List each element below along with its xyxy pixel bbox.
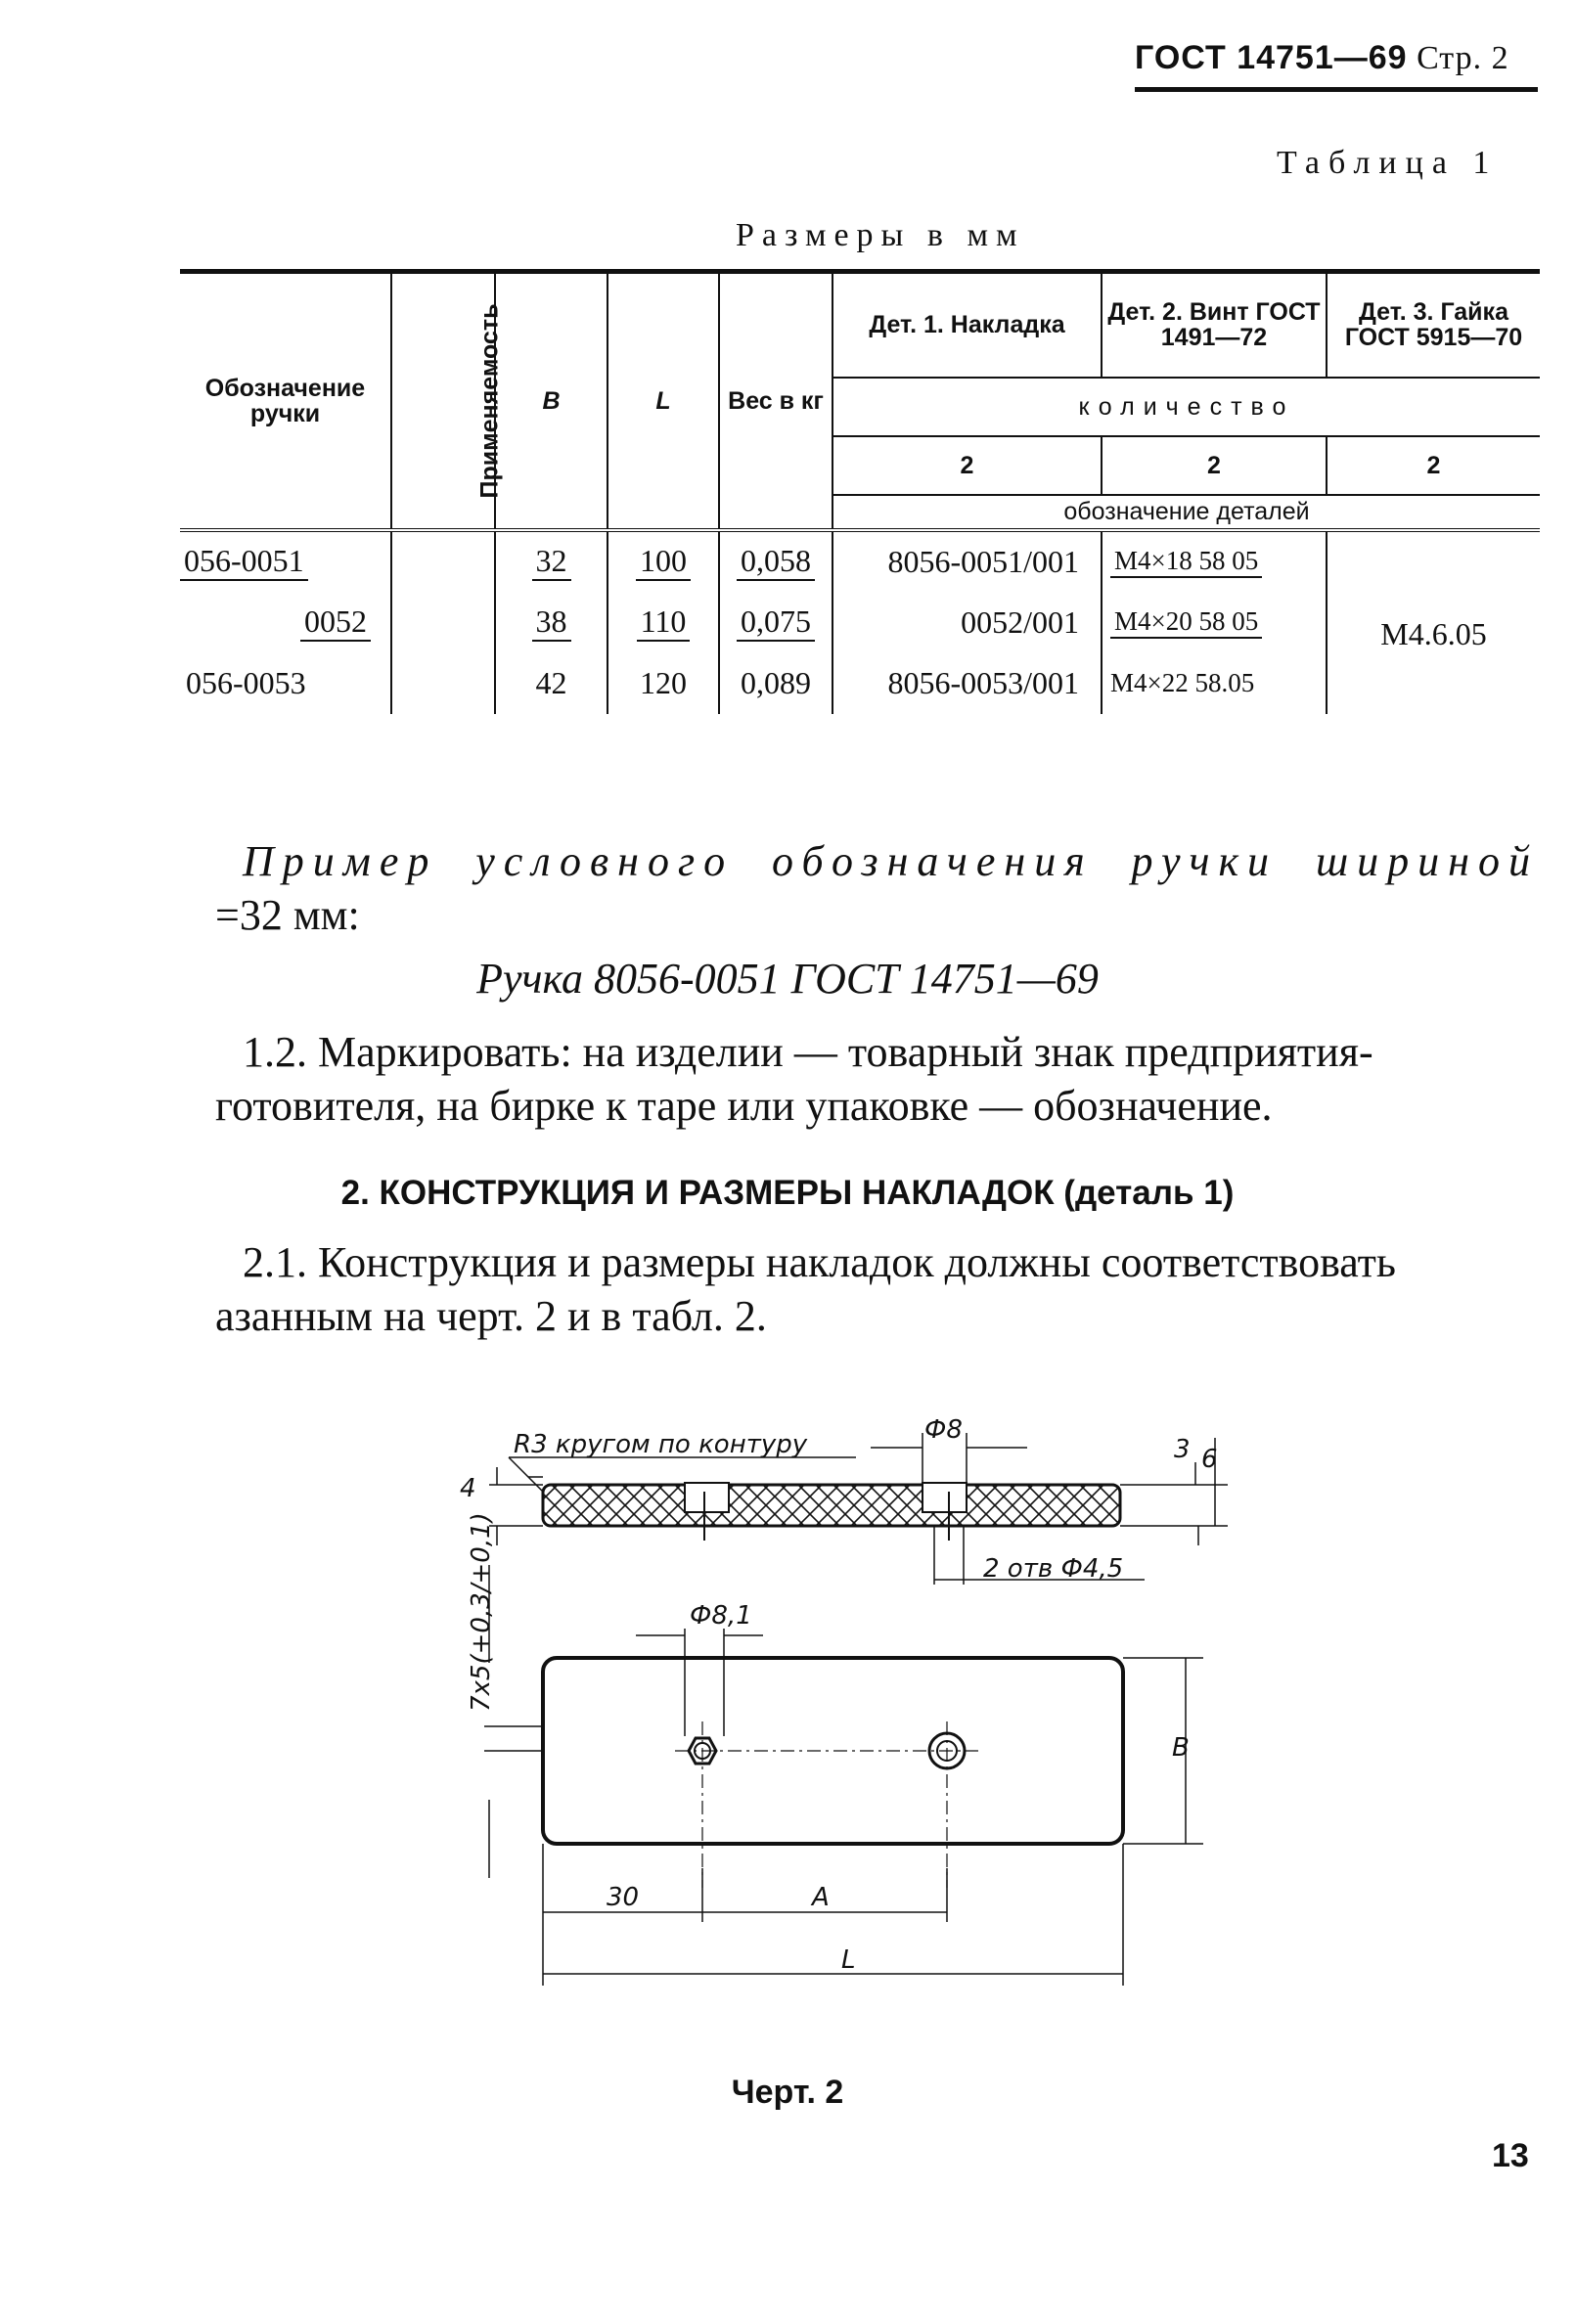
figure-caption: Черт. 2 bbox=[731, 2074, 844, 2111]
dim-b-label: B bbox=[1172, 1733, 1190, 1763]
cell-b: 42 bbox=[495, 653, 608, 714]
dim-30-label: 30 bbox=[607, 1883, 640, 1912]
cell-l: 110 bbox=[608, 593, 719, 653]
th-det1: Дет. 1. Накладка bbox=[832, 272, 1102, 378]
dim-a-label: A bbox=[812, 1883, 830, 1912]
cell-weight: 0,058 bbox=[719, 530, 832, 593]
dim-7x5-label: 7x5(+0,3/+0,1) bbox=[467, 1512, 496, 1712]
page-label: Стр. 2 bbox=[1417, 40, 1509, 76]
radius-note: R3 кругом по контуру bbox=[514, 1430, 808, 1459]
th-det3: Дет. 3. Гайка ГОСТ 5915—70 bbox=[1327, 272, 1540, 378]
cell-weight: 0,089 bbox=[719, 653, 832, 714]
dim-3-label: 3 bbox=[1174, 1435, 1191, 1464]
example-designation: Ручка 8056-0051 ГОСТ 14751—69 bbox=[476, 955, 1099, 1003]
cell-l: 120 bbox=[608, 653, 719, 714]
plan-view bbox=[543, 1658, 1123, 1888]
hole-d81-label: Ф8,1 bbox=[690, 1601, 752, 1631]
holes-note: 2 отв Ф4,5 bbox=[983, 1554, 1124, 1584]
th-designation: Обозначение ручки bbox=[180, 272, 391, 530]
cell-det2: M4×18 58 05 bbox=[1102, 530, 1327, 593]
cell-det2: M4×22 58.05 bbox=[1102, 653, 1327, 714]
page-number: 13 bbox=[1492, 2137, 1529, 2174]
cell-designation: 056-0053 bbox=[186, 665, 306, 700]
units-caption: Размеры в мм bbox=[736, 217, 1025, 253]
hole-d8-label: Ф8 bbox=[924, 1415, 963, 1445]
paragraph-1-2-line-2: готовителя, на бирке к таре или упаковке — обозначение. bbox=[215, 1082, 1273, 1130]
th-weight: Вес в кг bbox=[719, 272, 832, 530]
dim-6-label: 6 bbox=[1201, 1445, 1218, 1474]
th-b: B bbox=[495, 272, 608, 530]
th-part-designation: обозначение деталей bbox=[832, 495, 1540, 530]
cell-l: 100 bbox=[608, 530, 719, 593]
cell-weight: 0,075 bbox=[719, 593, 832, 653]
paragraph-2-1-line-2: азанным на черт. 2 и в табл. 2. bbox=[215, 1292, 767, 1340]
example-line-1: Пример условного обозначения ручки шириной bbox=[243, 837, 1539, 885]
example-line-2: =32 мм: bbox=[215, 891, 360, 939]
dim-4-label: 4 bbox=[460, 1474, 476, 1503]
section-2-heading: 2. КОНСТРУКЦИЯ И РАЗМЕРЫ НАКЛАДОК (деталь 1) bbox=[340, 1174, 1235, 1212]
cell-det1: 8056-0053/001 bbox=[832, 653, 1102, 714]
cell-designation: 056-0051 bbox=[180, 530, 391, 593]
cell-b: 32 bbox=[495, 530, 608, 593]
dim-l-label: L bbox=[841, 1945, 856, 1975]
th-qty-3: 2 bbox=[1327, 436, 1540, 495]
paragraph-2-1-line-1: 2.1. Конструкция и размеры накладок должны соответствовать bbox=[243, 1238, 1396, 1286]
th-qty-2: 2 bbox=[1102, 436, 1327, 495]
cell-det2: M4×20 58 05 bbox=[1102, 593, 1327, 653]
th-qty-1: 2 bbox=[832, 436, 1102, 495]
th-applicability: Применяемость bbox=[391, 272, 495, 530]
cell-det3: M4.6.05 bbox=[1327, 530, 1540, 714]
th-det2: Дет. 2. Винт ГОСТ 1491—72 bbox=[1102, 272, 1327, 378]
th-l: L bbox=[608, 272, 719, 530]
standard-number: ГОСТ 14751—69 bbox=[1135, 39, 1408, 76]
table-caption: Таблица 1 bbox=[1277, 145, 1499, 181]
cell-det1: 8056-0051/001 bbox=[832, 530, 1102, 593]
cell-b: 38 bbox=[495, 593, 608, 653]
th-quantity: количество bbox=[832, 378, 1540, 436]
cell-designation: 0052 bbox=[180, 593, 391, 653]
cell-det1: 0052/001 bbox=[832, 593, 1102, 653]
paragraph-1-2-line-1: 1.2. Маркировать: на изделии — товарный знак предприятия- bbox=[243, 1028, 1373, 1076]
